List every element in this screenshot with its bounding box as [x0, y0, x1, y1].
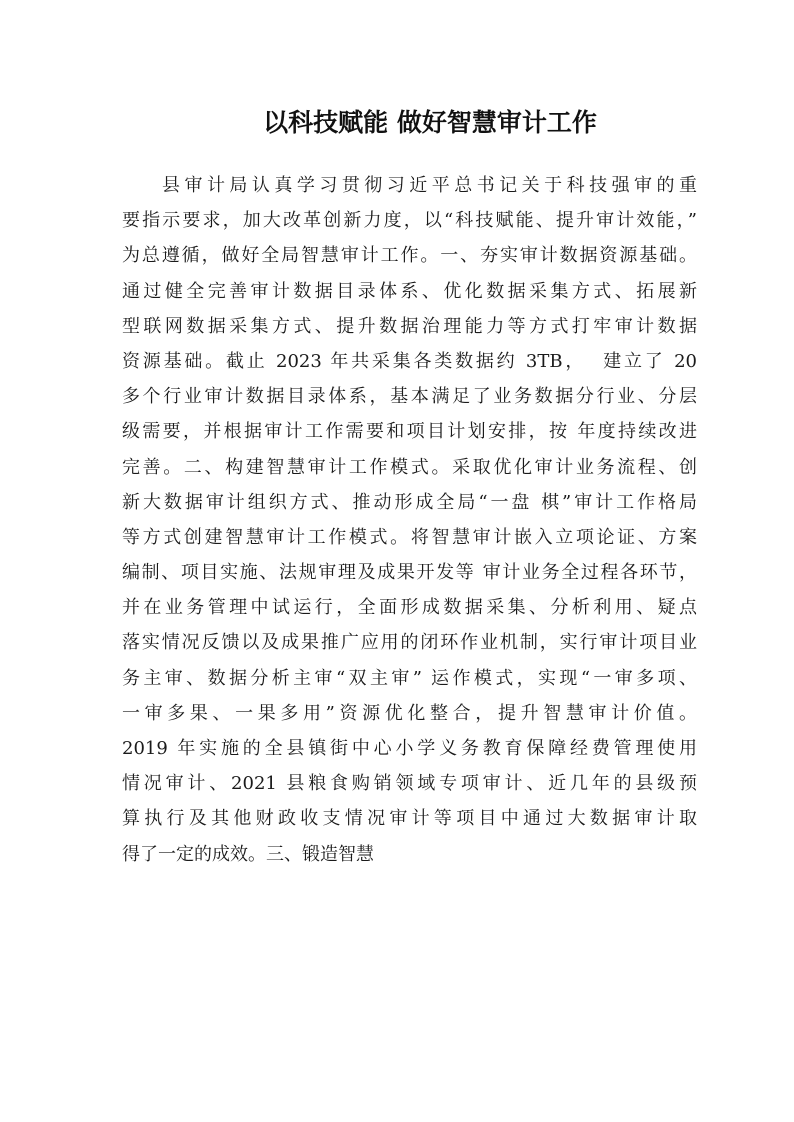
paragraph-line: 通过健全完善审计数据目录体系、优化数据采集方式、拓展新 — [122, 280, 697, 302]
paragraph-line: 为总遵循，做好全局智慧审计工作。一、夯实审计数据资源基础。 — [122, 245, 697, 267]
paragraph-line: 级需要，并根据审计工作需要和项目计划安排，按 年度持续改进 — [122, 421, 697, 443]
paragraph-line: 务主审、数据分析主审“双主审” 运作模式，实现“一审多项、 — [122, 667, 697, 689]
body-paragraph — [122, 168, 697, 872]
document-title: 以科技赋能 做好智慧审计工作 — [263, 108, 597, 137]
paragraph-line: 新大数据审计组织方式、推动形成全局“一盘 棋”审计工作格局 — [122, 491, 697, 513]
paragraph-line: 完善。二、构建智慧审计工作模式。采取优化审计业务流程、创 — [122, 456, 697, 478]
paragraph-line: 并在业务管理中试运行，全面形成数据采集、分析利用、疑点 — [122, 597, 697, 619]
paragraph-line: 资源基础。截止 2023 年共采集各类数据约 3TB， 建立了 20 — [122, 350, 697, 372]
paragraph-line: 县审计局认真学习贯彻习近平总书记关于科技强审的重 — [162, 175, 697, 196]
paragraph-line: 2019 年实施的全县镇街中心小学义务教育保障经费管理使用 — [122, 738, 697, 759]
paragraph-line: 落实情况反馈以及成果推广应用的闭环作业机制，实行审计项目业 — [122, 632, 697, 654]
paragraph-line: 情况审计、2021 县粮食购销领域专项审计、近几年的县级预 — [122, 773, 697, 795]
paragraph-line: 等方式创建智慧审计工作模式。将智慧审计嵌入立项论证、方案 — [122, 526, 697, 548]
paragraph-line: 得了一定的成效。三、锻造智慧 — [122, 843, 374, 865]
paragraph-line: 算执行及其他财政收支情况审计等项目中通过大数据审计取 — [122, 808, 697, 830]
paragraph-line: 要指示要求，加大改革创新力度，以“科技赋能、提升审计效能，” — [122, 210, 697, 232]
paragraph-line: 型联网数据采集方式、提升数据治理能力等方式打牢审计数据 — [122, 315, 697, 337]
paragraph-line: 编制、项目实施、法规审理及成果开发等 审计业务全过程各环节， — [122, 562, 697, 584]
paragraph-line: 一审多果、一果多用”资源优化整合，提升智慧审计价值。 — [122, 702, 697, 724]
paragraph-line: 多个行业审计数据目录体系，基本满足了业务数据分行业、分层 — [122, 386, 697, 408]
